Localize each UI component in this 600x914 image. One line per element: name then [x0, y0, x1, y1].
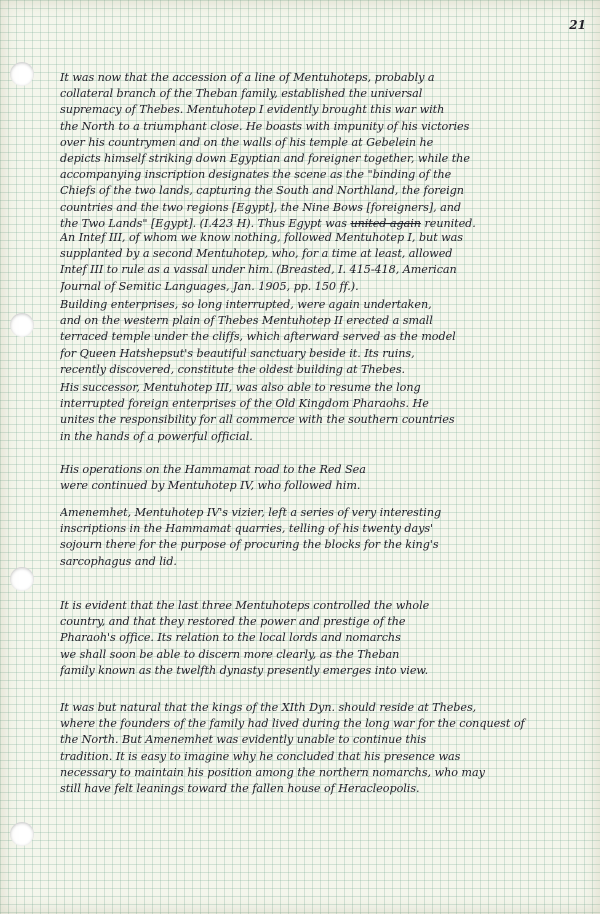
text-line: where the founders of the family had lived during the long war for the conquest of: [60, 717, 525, 731]
paragraph-5: [60, 462, 596, 494]
text-line: inscriptions in the Hammamat quarries, telling of his twenty days': [60, 522, 434, 536]
paragraph-6: [60, 505, 596, 570]
text-line: depicts himself striking down Egyptian and foreigner together, while the: [60, 152, 470, 166]
text-line: Pharaoh's office. Its relation to the local lords and nomarchs: [60, 631, 401, 645]
text-line: Chiefs of the two lands, capturing the South and Northland, the foreign: [60, 184, 464, 198]
line-start: the Two Lands" [Egypt]. (I.423 H). Thus Egypt was: [60, 216, 351, 230]
text-line: Building enterprises, so long interrupted, were again undertaken,: [60, 298, 432, 311]
text-line: terraced temple under the cliffs, which afterward served as the model: [60, 330, 456, 344]
text-line: Intef III to rule as a vassal under him. (Breasted, I. 415-418, American: [60, 263, 457, 277]
text-line: the North to a triumphant close. He boasts with impunity of his victories: [60, 119, 470, 133]
text-line: country, and that they restored the power and prestige of the: [60, 615, 406, 629]
text-line: It was but natural that the kings of the XIth Dyn. should reside at Thebes,: [60, 701, 477, 714]
text-line: supplanted by a second Mentuhotep, who, for a time at least, allowed: [60, 247, 453, 261]
text-line: we shall soon be able to discern more clearly, as the Theban: [60, 647, 400, 661]
text-line: An Intef III, of whom we know nothing, followed Mentuhotep I, but was: [60, 231, 463, 244]
text-line: family known as the twelfth dynasty presently emerges into view.: [60, 663, 429, 677]
text-line: in the hands of a powerful official.: [60, 429, 253, 443]
text-line: recently discovered, constitute the oldest building at Thebes.: [60, 362, 406, 376]
paragraph-1: [60, 70, 596, 232]
binder-hole: [10, 62, 34, 86]
text-line: over his countrymen and on the walls of his temple at Gebelein he: [60, 135, 434, 149]
binder-hole: [10, 822, 34, 846]
text-line: accompanying inscription designates the scene as the "binding of the: [60, 168, 452, 182]
paragraph-8: [60, 700, 596, 797]
text-line: unites the responsibility for all commerce with the southern countries: [60, 413, 455, 427]
text-line: still have felt leanings toward the fallen house of Heracleopolis.: [60, 782, 420, 796]
text-line: interrupted foreign enterprises of the Old Kingdom Pharaohs. He: [60, 397, 429, 411]
text-line: It was now that the accession of a line of Mentuhoteps, probably a: [60, 71, 435, 84]
text-line: necessary to maintain his position among the northern nomarchs, who may: [60, 765, 485, 779]
text-line: His successor, Mentuhotep III, was also able to resume the long: [60, 381, 421, 394]
text-line: for Queen Hatshepsut's beautiful sanctuary beside it. Its ruins,: [60, 346, 415, 360]
text-line: were continued by Mentuhotep IV, who followed him.: [60, 479, 361, 493]
line-end: reunited.: [420, 216, 476, 230]
paragraph-2: [60, 230, 596, 295]
struck-out-word: united again: [350, 216, 421, 230]
text-line: supremacy of Thebes. Mentuhotep I evidently brought this war with: [60, 103, 445, 117]
text-line: It is evident that the last three Mentuhoteps controlled the whole: [60, 599, 430, 612]
text-line: Journal of Semitic Languages, Jan. 1905, pp. 150 ff.).: [60, 279, 359, 293]
text-line: countries and the two regions [Egypt], the Nine Bows [foreigners], and: [60, 200, 462, 214]
text-line: sarcophagus and lid.: [60, 554, 177, 568]
text-line: sojourn there for the purpose of procuring the blocks for the king's: [60, 538, 439, 552]
text-line: collateral branch of the Theban family, established the universal: [60, 87, 423, 101]
page-number: 21: [569, 18, 586, 32]
paragraph-4: [60, 380, 596, 445]
binder-hole: [10, 313, 34, 337]
text-line: the North. But Amenemhet was evidently unable to continue this: [60, 733, 427, 747]
text-line: and on the western plain of Thebes Mentuhotep II erected a small: [60, 314, 433, 328]
paragraph-7: [60, 598, 596, 679]
paragraph-3: [60, 297, 596, 378]
text-line: His operations on the Hammamat road to the Red Sea: [60, 463, 366, 476]
text-line: tradition. It is easy to imagine why he concluded that his presence was: [60, 749, 461, 763]
text-line: Amenemhet, Mentuhotep IV's vizier, left a series of very interesting: [60, 506, 442, 519]
binder-hole: [10, 567, 34, 591]
